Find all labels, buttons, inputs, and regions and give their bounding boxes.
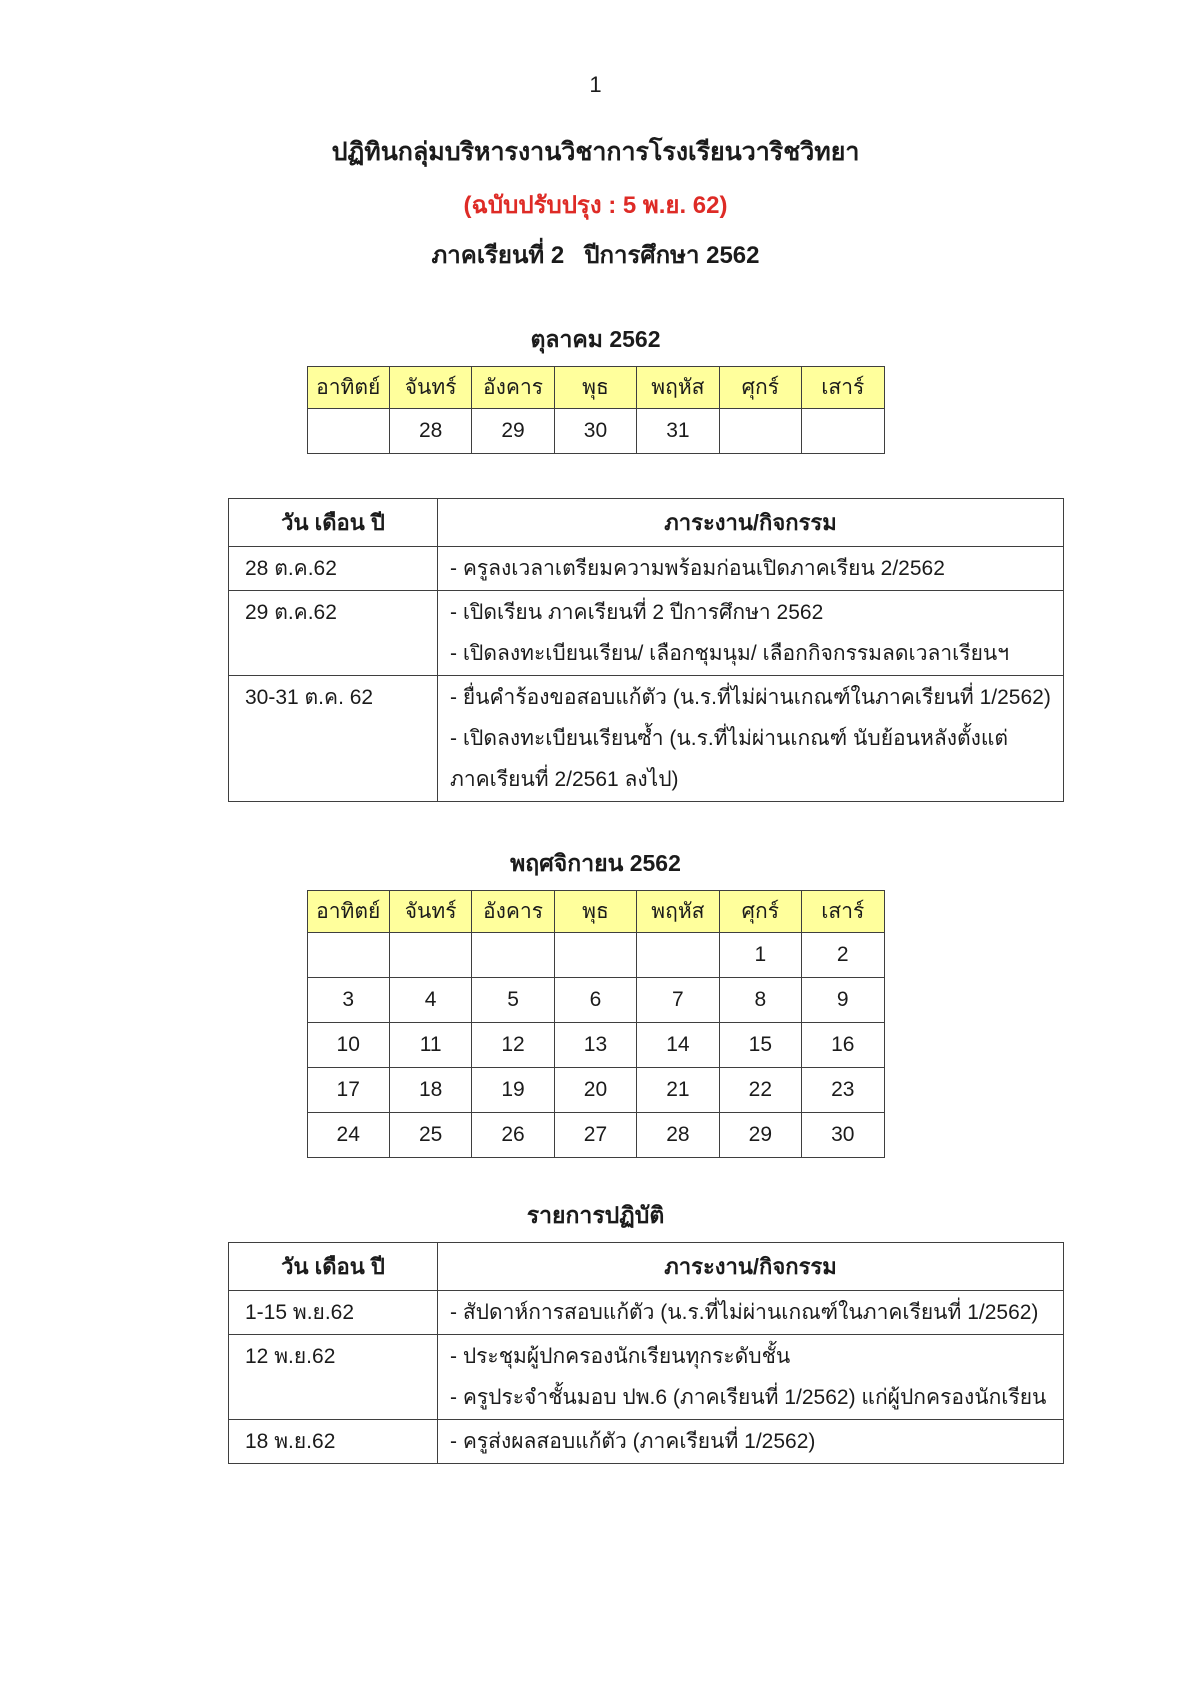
empty-day-cell	[389, 933, 471, 978]
activity-header-row	[229, 1243, 1064, 1291]
activity-cell	[438, 591, 1064, 676]
activity-row	[229, 676, 1064, 802]
weekday-header-cell: อังคาร	[472, 891, 554, 933]
day-cell: 28	[389, 409, 471, 454]
day-cell: 8	[719, 978, 801, 1023]
calendar-title-october: ตุลาคม 2562	[530, 326, 661, 352]
weekday-header-cell: เสาร์	[802, 367, 884, 409]
column-header-date: วัน เดือน ปี	[229, 499, 438, 547]
activity-line: - เปิดลงทะเบียนเรียน/ เลือกชุมนุม/ เลือกกิจกรรมลดเวลาเรียนฯ	[450, 642, 1010, 665]
activity-cell	[438, 1291, 1064, 1335]
day-cell: 31	[637, 409, 719, 454]
day-cell: 29	[472, 409, 554, 454]
empty-day-cell	[719, 409, 801, 454]
date-cell: 12 พ.ย.62	[229, 1335, 438, 1420]
weekday-header-cell: เสาร์	[802, 891, 884, 933]
calendar-week-row	[307, 1113, 884, 1158]
day-cell: 17	[307, 1068, 389, 1113]
activity-line: - ครูส่งผลสอบแก้ตัว (ภาคเรียนที่ 1/2562)	[450, 1430, 816, 1453]
weekday-header-cell: จันทร์	[389, 367, 471, 409]
activity-line: ภาคเรียนที่ 2/2561 ลงไป)	[450, 768, 679, 791]
day-cell: 12	[472, 1023, 554, 1068]
activity-row	[229, 1291, 1064, 1335]
empty-day-cell	[307, 409, 389, 454]
weekday-header-cell: พุธ	[554, 367, 636, 409]
date-cell: 28 ต.ค.62	[229, 547, 438, 591]
day-cell: 22	[719, 1068, 801, 1113]
day-cell: 30	[802, 1113, 884, 1158]
day-cell: 25	[389, 1113, 471, 1158]
day-cell: 10	[307, 1023, 389, 1068]
weekday-header-cell: ศุกร์	[719, 367, 801, 409]
day-cell: 4	[389, 978, 471, 1023]
activity-table-october	[228, 498, 1064, 802]
activity-line: - ประชุมผู้ปกครองนักเรียนทุกระดับชั้น	[450, 1345, 791, 1368]
semester-line: ภาคเรียนที่ 2 ปีการศึกษา 2562	[431, 242, 760, 269]
weekday-header-cell: อาทิตย์	[307, 367, 389, 409]
activity-line: - ครูประจำชั้นมอบ ปพ.6 (ภาคเรียนที่ 1/2562) แก่ผู้ปกครองนักเรียน	[450, 1386, 1047, 1409]
day-cell: 15	[719, 1023, 801, 1068]
weekday-header-cell: พุธ	[554, 891, 636, 933]
day-cell: 30	[554, 409, 636, 454]
day-cell: 21	[637, 1068, 719, 1113]
day-cell: 26	[472, 1113, 554, 1158]
weekday-header-cell: จันทร์	[389, 891, 471, 933]
activity-cell	[438, 547, 1064, 591]
weekday-header-cell: พฤหัส	[637, 367, 719, 409]
activity-line: - ครูลงเวลาเตรียมความพร้อมก่อนเปิดภาคเรียน 2/2562	[450, 557, 945, 580]
empty-day-cell	[637, 933, 719, 978]
activity-row	[229, 591, 1064, 676]
day-cell: 19	[472, 1068, 554, 1113]
activity-table-november	[228, 1242, 1064, 1464]
date-cell: 29 ต.ค.62	[229, 591, 438, 676]
activity-row	[229, 547, 1064, 591]
day-cell: 5	[472, 978, 554, 1023]
day-cell: 20	[554, 1068, 636, 1113]
weekday-header-cell: อาทิตย์	[307, 891, 389, 933]
calendar-title-november: พฤศจิกายน 2562	[510, 850, 681, 876]
day-cell: 6	[554, 978, 636, 1023]
day-cell: 28	[637, 1113, 719, 1158]
day-cell: 9	[802, 978, 884, 1023]
date-cell: 30-31 ต.ค. 62	[229, 676, 438, 802]
day-cell: 23	[802, 1068, 884, 1113]
calendar-week-row	[307, 933, 884, 978]
column-header-activity: ภาระงาน/กิจกรรม	[438, 1243, 1064, 1291]
activity-header-row	[229, 499, 1064, 547]
revision-note: (ฉบับปรับปรุง : 5 พ.ย. 62)	[463, 192, 728, 219]
doc-title: ปฏิทินกลุ่มบริหารงานวิชาการโรงเรียนวาริชวิทยา	[331, 138, 860, 166]
date-cell: 18 พ.ย.62	[229, 1420, 438, 1464]
day-cell: 7	[637, 978, 719, 1023]
weekday-header-cell: ศุกร์	[719, 891, 801, 933]
activity-cell	[438, 1420, 1064, 1464]
day-cell: 27	[554, 1113, 636, 1158]
weekday-header-row	[307, 891, 884, 933]
activity-line: - เปิดเรียน ภาคเรียนที่ 2 ปีการศึกษา 2562	[450, 601, 824, 624]
day-cell: 24	[307, 1113, 389, 1158]
calendar-table-october	[307, 366, 885, 454]
calendar-table-november	[307, 890, 885, 1158]
date-cell: 1-15 พ.ย.62	[229, 1291, 438, 1335]
day-cell: 13	[554, 1023, 636, 1068]
day-cell: 14	[637, 1023, 719, 1068]
day-cell: 18	[389, 1068, 471, 1113]
calendar-week-row	[307, 978, 884, 1023]
calendar-week-row	[307, 1068, 884, 1113]
activity-cell	[438, 1335, 1064, 1420]
weekday-header-row	[307, 367, 884, 409]
day-cell: 2	[802, 933, 884, 978]
activity-line: - สัปดาห์การสอบแก้ตัว (น.ร.ที่ไม่ผ่านเกณฑ์ในภาคเรียนที่ 1/2562)	[450, 1301, 1039, 1324]
calendar-week-row	[307, 409, 884, 454]
column-header-date: วัน เดือน ปี	[229, 1243, 438, 1291]
day-cell: 16	[802, 1023, 884, 1068]
activity-line: - เปิดลงทะเบียนเรียนซ้ำ (น.ร.ที่ไม่ผ่านเกณฑ์ นับย้อนหลังตั้งแต่	[450, 727, 1009, 750]
section-title-actions: รายการปฏิบัติ	[526, 1202, 665, 1228]
column-header-activity: ภาระงาน/กิจกรรม	[438, 499, 1064, 547]
empty-day-cell	[472, 933, 554, 978]
day-cell: 11	[389, 1023, 471, 1068]
activity-line: - ยื่นคำร้องขอสอบแก้ตัว (น.ร.ที่ไม่ผ่านเกณฑ์ในภาคเรียนที่ 1/2562)	[450, 686, 1051, 709]
weekday-header-cell: อังคาร	[472, 367, 554, 409]
weekday-header-cell: พฤหัส	[637, 891, 719, 933]
day-cell: 29	[719, 1113, 801, 1158]
activity-cell	[438, 676, 1064, 802]
activity-row	[229, 1335, 1064, 1420]
page-number: 1	[589, 72, 602, 97]
empty-day-cell	[307, 933, 389, 978]
day-cell: 3	[307, 978, 389, 1023]
empty-day-cell	[802, 409, 884, 454]
calendar-week-row	[307, 1023, 884, 1068]
activity-row	[229, 1420, 1064, 1464]
empty-day-cell	[554, 933, 636, 978]
day-cell: 1	[719, 933, 801, 978]
